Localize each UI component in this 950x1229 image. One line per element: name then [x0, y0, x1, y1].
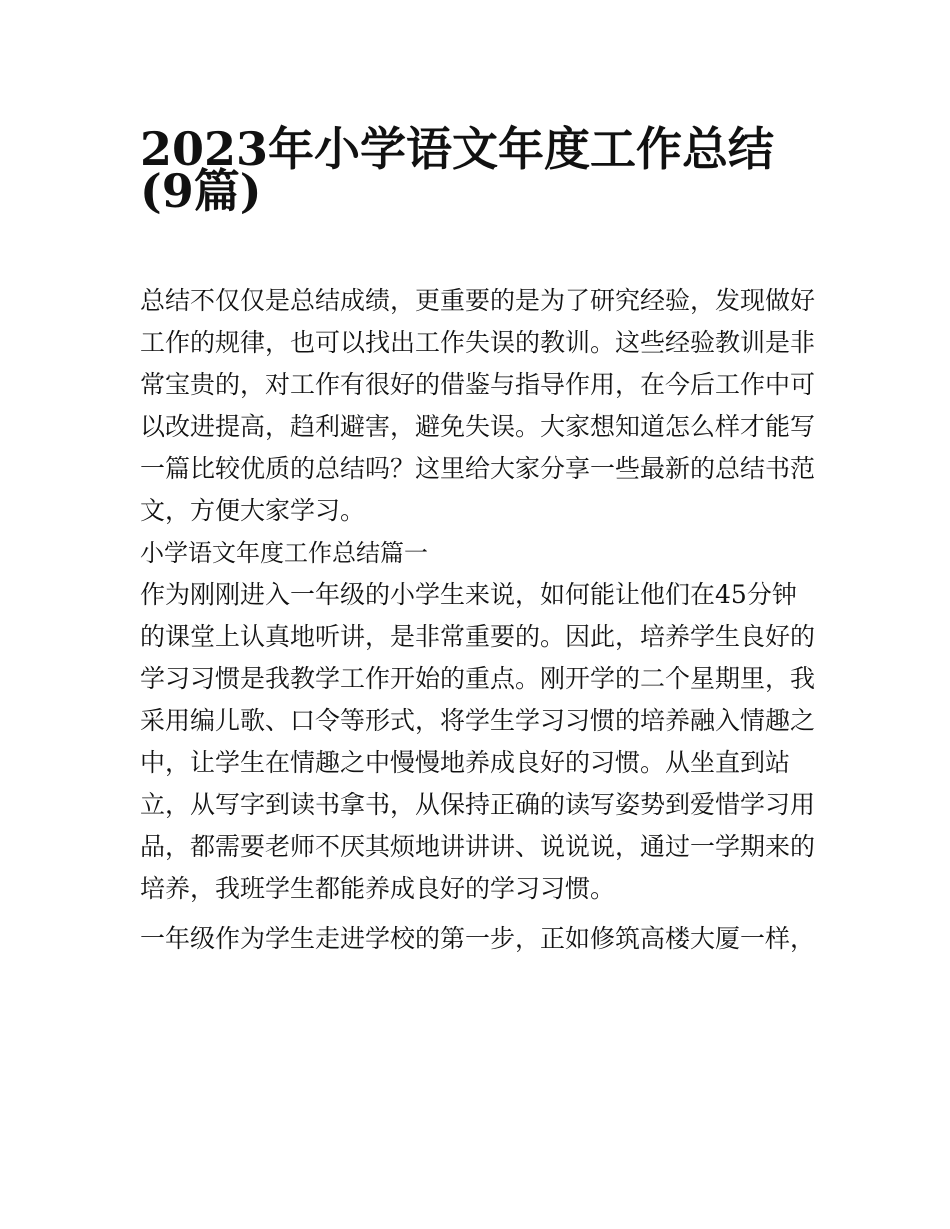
paragraph-line: 立，从写字到读书拿书，从保持正确的读写姿势到爱惜学习用: [140, 790, 816, 819]
title-line-1: 2023年小学语文年度工作总结: [140, 122, 775, 176]
paragraph-line: 培养，我班学生都能养成良好的学习习惯。: [140, 874, 616, 903]
intro-line: 常宝贵的，对工作有很好的借鉴与指导作用，在今后工作中可: [140, 370, 816, 399]
paragraph-line: 品，都需要老师不厌其烦地讲讲讲、说说说，通过一学期来的: [140, 832, 816, 861]
paragraph-line: 作为刚刚进入一年级的小学生来说，如何能让他们在45分钟: [140, 580, 797, 609]
section-heading: 小学语文年度工作总结篇一: [140, 539, 428, 567]
paragraph-line: 采用编儿歌、口令等形式，将学生学习习惯的培养融入情趣之: [140, 706, 816, 735]
paragraph-line: 的课堂上认真地听讲，是非常重要的。因此，培养学生良好的: [140, 622, 816, 651]
paragraph-1: [140, 574, 830, 910]
intro-line: 总结不仅仅是总结成绩，更重要的是为了研究经验，发现做好: [140, 286, 816, 315]
intro-line: 工作的规律，也可以找出工作失误的教训。这些经验教训是非: [140, 328, 816, 357]
intro-paragraph: [140, 280, 830, 532]
title-line-2: (9篇): [140, 164, 262, 218]
paragraph-spacing: [140, 910, 830, 918]
intro-line: 以改进提高，趋利避害，避免失误。大家想知道怎么样才能写: [140, 412, 816, 441]
paragraph-line: 中，让学生在情趣之中慢慢地养成良好的习惯。从坐直到站: [140, 748, 791, 777]
intro-line: 一篇比较优质的总结吗？这里给大家分享一些最新的总结书范: [140, 454, 816, 483]
document-title: [140, 118, 820, 218]
document-body: [140, 280, 830, 960]
intro-line: 文，方便大家学习。: [140, 496, 366, 525]
paragraph-2: [140, 918, 830, 960]
paragraph-line: 学习习惯是我教学工作开始的重点。刚开学的二个星期里，我: [140, 664, 816, 693]
paragraph-line: 一年级作为学生走进学校的第一步，正如修筑高楼大厦一样，: [140, 924, 816, 953]
